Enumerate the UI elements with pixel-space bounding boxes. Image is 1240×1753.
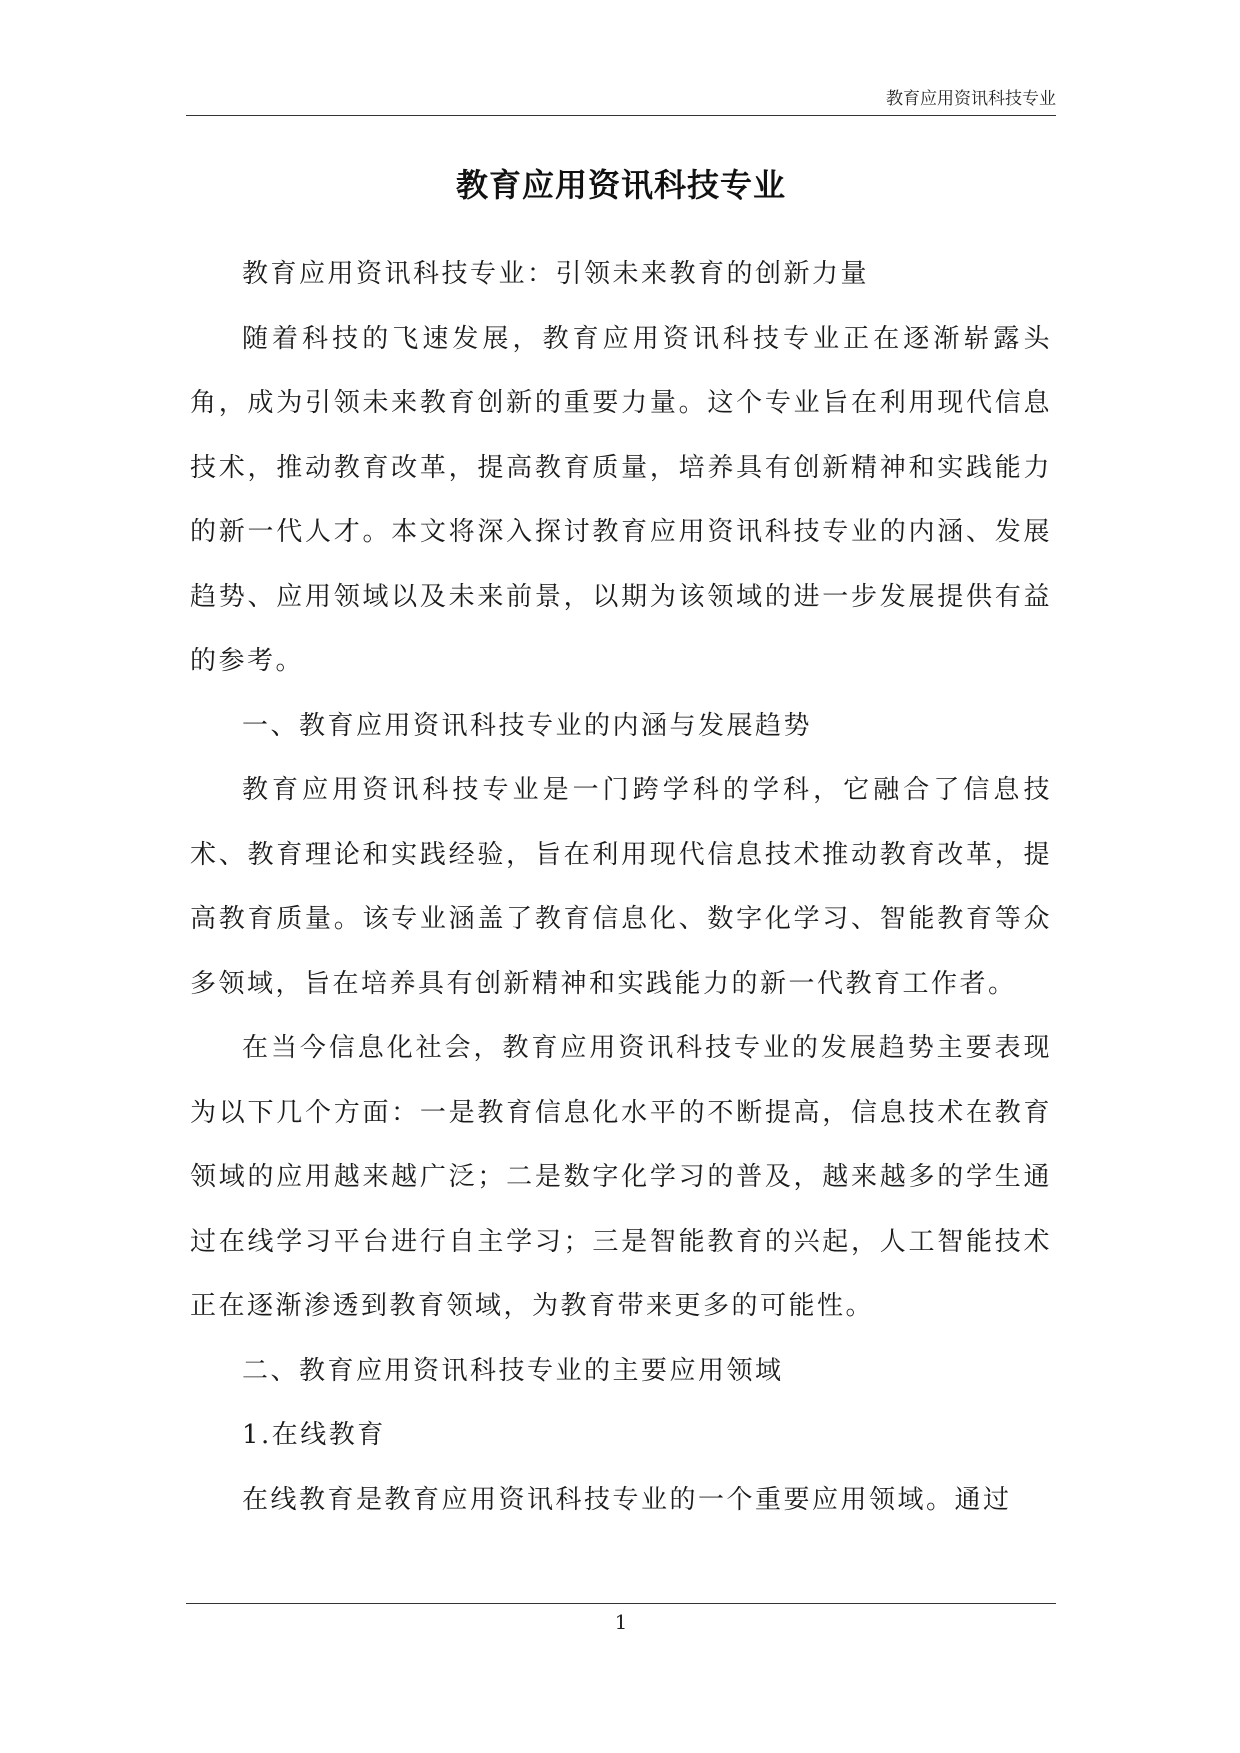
intro-paragraph: 随着科技的飞速发展，教育应用资讯科技专业正在逐渐崭露头角，成为引领未来教育创新的重要力量。这个专业旨在利用现代信息技术，推动教育改革，提高教育质量，培养具有创新精神和实践能力的新一代人才。本文将深入探讨教育应用资讯科技专业的内涵、发展趋势、应用领域以及未来前景，以期为该领域的进一步发展提供有益的参考。 (190, 323, 1052, 676)
page-number: 1 (614, 1610, 628, 1634)
section-heading-2: 二、教育应用资讯科技专业的主要应用领域 (242, 1355, 784, 1386)
body-paragraph: 在当今信息化社会，教育应用资讯科技专业的发展趋势主要表现为以下几个方面：一是教育信息化水平的不断提高，信息技术在教育领域的应用越来越广泛；二是数字化学习的普及，越来越多的学生通过在线学习平台进行自主学习；三是智能教育的兴起，人工智能技术正在逐渐渗透到教育领域，为教育带来更多的可能性。 (190, 1033, 1052, 1321)
footer-divider (186, 1603, 1056, 1604)
section-heading-1: 一、教育应用资讯科技专业的内涵与发展趋势 (242, 710, 813, 741)
header-divider (186, 115, 1056, 116)
document-title: 教育应用资讯科技专业 (455, 166, 786, 204)
body-paragraph: 教育应用资讯科技专业是一门跨学科的学科，它融合了信息技术、教育理论和实践经验，旨在利用现代信息技术推动教育改革，提高教育质量。该专业涵盖了教育信息化、数字化学习、智能教育等众多领域，旨在培养具有创新精神和实践能力的新一代教育工作者。 (190, 775, 1052, 999)
subtitle-paragraph: 教育应用资讯科技专业：引领未来教育的创新力量 (242, 259, 870, 289)
running-header: 教育应用资讯科技专业 (886, 89, 1056, 109)
body-paragraph: 在线教育是教育应用资讯科技专业的一个重要应用领域。通过 (242, 1484, 1012, 1515)
document-body (190, 242, 1052, 1532)
subsection-heading: 1.在线教育 (242, 1420, 386, 1450)
